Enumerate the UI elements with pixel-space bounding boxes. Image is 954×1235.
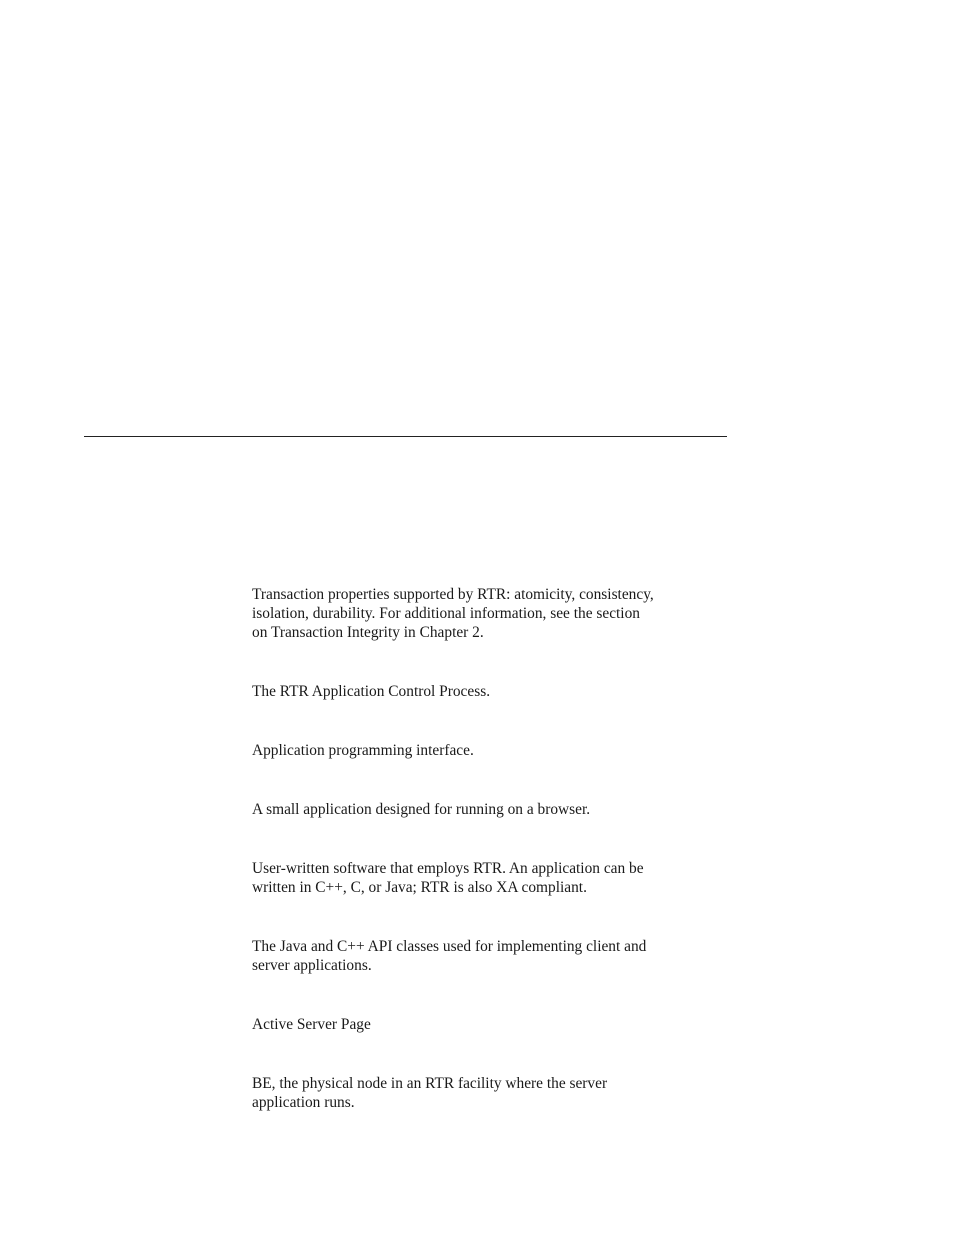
glossary-entry-applet	[252, 800, 732, 819]
definition-line: Transaction properties supported by RTR: atomicity, consistency,	[252, 586, 654, 603]
definition-line: application runs.	[252, 1094, 355, 1111]
definition-line: The Java and C++ API classes used for implementing client and	[252, 938, 647, 955]
glossary-entry-asp	[252, 1015, 732, 1034]
glossary-entry-api	[252, 741, 732, 760]
definition-line: The RTR Application Control Process.	[252, 683, 491, 700]
definition-line: Application programming interface.	[252, 742, 474, 759]
definition-line: Active Server Page	[252, 1016, 371, 1033]
definition-line: on Transaction Integrity in Chapter 2.	[252, 624, 484, 641]
glossary-entry-acp	[252, 682, 732, 701]
glossary-definitions	[252, 585, 732, 1112]
glossary-entry-application-classes	[252, 937, 732, 975]
definition-line: BE, the physical node in an RTR facility where the server	[252, 1075, 608, 1092]
definition-line: written in C++, C, or Java; RTR is also XA compliant.	[252, 879, 587, 896]
definition-line: isolation, durability. For additional information, see the section	[252, 605, 640, 622]
glossary-entry-application	[252, 859, 732, 897]
definition-line: A small application designed for running on a browser.	[252, 801, 591, 818]
glossary-entry-acid	[252, 585, 732, 642]
glossary-entry-backend	[252, 1074, 732, 1112]
definition-line: server applications.	[252, 957, 372, 974]
section-divider-rule	[84, 436, 727, 437]
definition-line: User-written software that employs RTR. An application can be	[252, 860, 644, 877]
